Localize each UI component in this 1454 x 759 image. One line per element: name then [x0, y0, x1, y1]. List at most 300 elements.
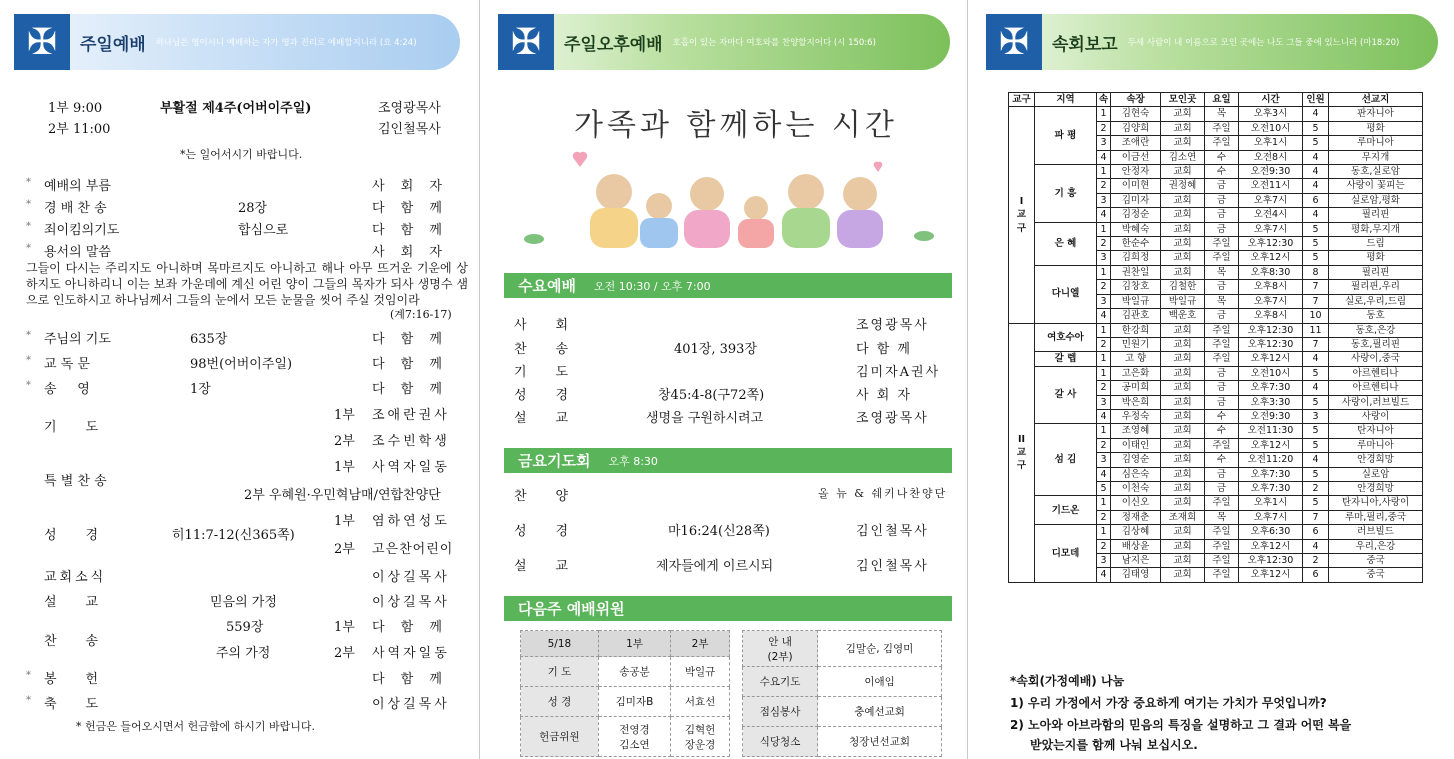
table-cell: 교회	[1161, 237, 1205, 251]
table-cell: 3	[1097, 453, 1111, 467]
table-cell: 필리핀	[1329, 208, 1423, 222]
table-cell: 4	[1097, 208, 1111, 222]
table-cell: 김말순, 김영미	[818, 631, 942, 667]
order-label: 교 독 문	[44, 357, 90, 372]
table-cell: 박혜숙	[1111, 222, 1161, 236]
order-label: 송 영	[44, 382, 90, 397]
news-label: 교회소식	[44, 570, 107, 585]
wed-label: 설 교	[514, 411, 569, 426]
hymn-name-2: 사역자일동	[372, 646, 450, 661]
table-cell: 7	[1303, 294, 1329, 308]
sunday-worship-header	[14, 14, 460, 70]
table-cell: 김창호	[1111, 280, 1161, 294]
order-label: 주님의 기도	[44, 332, 111, 347]
table-cell: 오전9:30	[1239, 409, 1303, 423]
table-cell: 1	[1097, 366, 1111, 380]
table-cell: 2	[1303, 554, 1329, 568]
table-cell: 김혁헌 장운경	[671, 717, 730, 757]
table-cell: 수	[1205, 424, 1239, 438]
table-header: 속장	[1111, 93, 1161, 107]
fri-label: 성 경	[514, 524, 569, 539]
prayer-name-1: 조애란권사	[372, 408, 450, 423]
section-heading: 금요기도회	[518, 452, 591, 470]
table-cell: 4	[1303, 179, 1329, 193]
table-cell: 오후7시	[1239, 222, 1303, 236]
table-cell: 김소연	[1161, 150, 1205, 164]
order-star: *	[26, 380, 31, 391]
table-cell: 식당청소	[743, 727, 818, 757]
table-cell: 교회	[1161, 539, 1205, 553]
table-cell: 수	[1205, 165, 1239, 179]
table-cell: 1	[1097, 165, 1111, 179]
table-cell: 실로암,평화	[1329, 193, 1423, 207]
reader-name-1: 염하연성도	[372, 514, 450, 529]
table-cell: 2	[1097, 179, 1111, 193]
table-cell: 루마니아	[1329, 438, 1423, 452]
table-cell: 오후8:30	[1239, 265, 1303, 279]
table-cell: 교회	[1161, 525, 1205, 539]
table-cell: 4	[1097, 150, 1111, 164]
wed-detail: 401장, 393장	[674, 342, 758, 357]
wed-label: 성 경	[514, 388, 569, 403]
wed-person: 조영광목사	[856, 318, 929, 333]
table-cell: 주일	[1205, 323, 1239, 337]
table-cell: 이미현	[1111, 179, 1161, 193]
table-cell: 오후12시	[1239, 568, 1303, 582]
table-cell: 고 향	[1111, 352, 1161, 366]
table-cell: 무지개	[1329, 150, 1423, 164]
table-cell: 교회	[1161, 481, 1205, 495]
order-person: 다 함 께	[372, 201, 448, 216]
table-cell: 김양희	[1111, 121, 1161, 135]
table-cell: 4	[1303, 352, 1329, 366]
wed-person: 다 함 께	[856, 342, 912, 357]
table-cell: 4	[1097, 568, 1111, 582]
scripture-ref: 히11:7-12(신365쪽)	[172, 528, 295, 543]
table-cell: 3	[1097, 395, 1111, 409]
wed-label: 사 회	[514, 318, 569, 333]
methodist-cross-icon: ✠	[498, 14, 554, 70]
blessing-label: 축 도	[44, 697, 99, 712]
table-cell: 금	[1205, 395, 1239, 409]
question-1: 1) 우리 가정에서 가장 중요하게 여기는 가치가 무엇입니까?	[1010, 696, 1327, 710]
table-cell: 1	[1097, 107, 1111, 121]
question-2-cont: 받았는지를 함께 나눠 보십시오.	[1030, 738, 1198, 752]
section-verse: 하나님은 영이시니 예배하는 자가 영과 진리로 예배할지니라 (요 4:24)	[155, 38, 417, 48]
share-title: *속회(가정예배) 나눔	[1010, 674, 1125, 688]
table-cell: 오후8시	[1239, 309, 1303, 323]
table-cell: 오후1시	[1239, 136, 1303, 150]
table-cell: 4	[1303, 381, 1329, 395]
table-cell: 오후7시	[1239, 510, 1303, 524]
region-cell: 여호수아	[1035, 323, 1097, 352]
table-cell: 3	[1097, 136, 1111, 150]
fri-person: 김인철목사	[856, 524, 929, 539]
table-cell: 권찬일	[1111, 265, 1161, 279]
order-person: 다 함 께	[372, 332, 448, 347]
hymn-label: 찬 송	[44, 634, 99, 649]
table-cell: 금	[1205, 381, 1239, 395]
table-cell: 교회	[1161, 395, 1205, 409]
table-cell: 사랑이,러브빌드	[1329, 395, 1423, 409]
reader-name-2: 고은찬어린이	[372, 542, 454, 557]
table-cell: 주일	[1205, 438, 1239, 452]
reader-part-2: 2부	[334, 542, 355, 557]
table-cell: 3	[1303, 409, 1329, 423]
table-cell: 이태인	[1111, 438, 1161, 452]
table-row	[1009, 265, 1423, 279]
table-cell: 5	[1303, 121, 1329, 135]
table-cell: 5	[1303, 237, 1329, 251]
next-week-bar	[504, 596, 952, 621]
order-person: 사 회 자	[372, 179, 448, 194]
table-cell: 5	[1303, 136, 1329, 150]
table-row	[1009, 424, 1423, 438]
table-cell: 교회	[1161, 453, 1205, 467]
table-cell: 교회	[1161, 366, 1205, 380]
table-cell: 5	[1303, 366, 1329, 380]
table-cell: 동호,실로암	[1329, 165, 1423, 179]
table-cell: 4	[1097, 467, 1111, 481]
table-cell: 평화,무지개	[1329, 222, 1423, 236]
news-person: 이상길목사	[372, 570, 450, 585]
service-time-1: 1부 9:00	[48, 101, 103, 116]
section-heading: 수요예배	[518, 277, 576, 295]
table-cell: 아르헨티나	[1329, 366, 1423, 380]
table-cell: 교회	[1161, 467, 1205, 481]
order-detail: 635장	[190, 332, 228, 347]
table-cell: 조재희	[1161, 510, 1205, 524]
table-cell: 오후12:30	[1239, 337, 1303, 351]
table-cell: 충예선교회	[818, 697, 942, 727]
fri-label: 찬 양	[514, 489, 569, 504]
table-cell: 기 도	[521, 657, 599, 687]
hymn-name-1: 다 함 께	[372, 620, 448, 635]
table-cell: 목	[1205, 265, 1239, 279]
table-cell: 한강희	[1111, 323, 1161, 337]
table-cell: 주일	[1205, 352, 1239, 366]
methodist-cross-icon: ✠	[986, 14, 1042, 70]
table-cell: 4	[1303, 539, 1329, 553]
order-person: 다 함 께	[372, 357, 448, 372]
table-cell: 박일규	[671, 657, 730, 687]
table-cell: 교회	[1161, 251, 1205, 265]
sermon-title: 믿음의 가정	[210, 595, 277, 610]
table-cell: 동호,은강	[1329, 323, 1423, 337]
table-cell: 3	[1097, 554, 1111, 568]
table-cell: 주일	[1205, 554, 1239, 568]
offering-note: * 헌금은 들어오시면서 헌금함에 하시기 바랍니다.	[76, 720, 315, 733]
table-cell: 김태영	[1111, 568, 1161, 582]
hymn-part-2: 2부	[334, 646, 355, 661]
table-cell: 오후7:30	[1239, 481, 1303, 495]
table-row	[1009, 107, 1423, 121]
afternoon-worship-column	[484, 0, 968, 759]
table-cell: 7	[1303, 280, 1329, 294]
table-cell: 6	[1303, 568, 1329, 582]
order-label: 예배의 부름	[44, 179, 111, 194]
table-cell: 4	[1303, 165, 1329, 179]
table-cell: 5	[1303, 251, 1329, 265]
table-cell: 드림	[1329, 237, 1423, 251]
table-cell: 금	[1205, 208, 1239, 222]
table-cell: 평화	[1329, 251, 1423, 265]
order-star: *	[26, 199, 31, 210]
table-cell: 2	[1097, 510, 1111, 524]
prayer-label: 기 도	[44, 420, 99, 435]
hymn-part-1: 1부	[334, 620, 355, 635]
table-cell: 김미자B	[598, 687, 670, 717]
table-cell: 오후1시	[1239, 496, 1303, 510]
table-cell: 오후7:30	[1239, 467, 1303, 481]
fri-person: 김인철목사	[856, 559, 929, 574]
table-cell: 필리핀,우리	[1329, 280, 1423, 294]
table-cell: 평화	[1329, 121, 1423, 135]
table-cell: 안정자	[1111, 165, 1161, 179]
table-cell: 판자니아	[1329, 107, 1423, 121]
section-heading: 다음주 예배위원	[518, 600, 625, 618]
table-cell: 4	[1303, 208, 1329, 222]
table-row	[1009, 352, 1423, 366]
next-week-table-right	[742, 630, 942, 757]
table-cell: 1	[1097, 496, 1111, 510]
order-detail: 28장	[238, 201, 268, 216]
table-cell: 수	[1205, 453, 1239, 467]
table-cell: 중국	[1329, 554, 1423, 568]
table-cell: 이신오	[1111, 496, 1161, 510]
stand-note: *는 일어서시기 바랍니다.	[180, 148, 303, 161]
table-cell: 오후12:30	[1239, 323, 1303, 337]
sermon-label: 설 교	[44, 595, 99, 610]
prayer-name-2: 조수빈학생	[372, 434, 450, 449]
table-cell: 사랑이 꽃피는	[1329, 179, 1423, 193]
section-title: 주일오후예배	[564, 34, 663, 55]
table-cell: 박일규	[1161, 294, 1205, 308]
table-cell: 주일	[1205, 251, 1239, 265]
table-cell: 1	[1097, 352, 1111, 366]
table-cell: 오전11시	[1239, 179, 1303, 193]
table-cell: 교회	[1161, 222, 1205, 236]
hymn-2: 주의 가정	[216, 646, 271, 661]
table-cell: 1	[1097, 424, 1111, 438]
table-cell: 한순수	[1111, 237, 1161, 251]
table-cell: 2	[1097, 121, 1111, 135]
table-cell: 배상윤	[1111, 539, 1161, 553]
table-cell: 김현숙	[1111, 107, 1161, 121]
table-header: 시간	[1239, 93, 1303, 107]
table-cell: 주일	[1205, 568, 1239, 582]
table-header: 1부	[598, 631, 670, 657]
order-person: 다 함 께	[372, 382, 448, 397]
table-cell: 금	[1205, 309, 1239, 323]
table-cell: 5	[1303, 438, 1329, 452]
table-cell: 실로암	[1329, 467, 1423, 481]
table-cell: 교회	[1161, 208, 1205, 222]
order-detail: 1장	[190, 382, 211, 397]
order-person: 다 함 께	[372, 223, 448, 238]
table-cell: 금	[1205, 467, 1239, 481]
table-cell: 오후6:30	[1239, 525, 1303, 539]
table-cell: 청장년선교회	[818, 727, 942, 757]
table-cell: 오후12시	[1239, 539, 1303, 553]
section-time: 오후 8:30	[608, 454, 658, 468]
wed-label: 기 도	[514, 365, 569, 380]
order-detail: 합심으로	[238, 223, 289, 238]
table-cell: 박은희	[1111, 395, 1161, 409]
table-cell: 탄자니아,사랑이	[1329, 496, 1423, 510]
section-verse: 두세 사람이 내 이름으로 모인 곳에는 나도 그들 중에 있느니라 (마18:20)	[1127, 38, 1400, 48]
table-cell: 2	[1097, 337, 1111, 351]
order-star: *	[26, 695, 31, 706]
fri-person: 올 뉴 & 쉐키나찬양단	[818, 487, 948, 500]
table-cell: 정재춘	[1111, 510, 1161, 524]
offering-label: 봉 헌	[44, 672, 99, 687]
table-cell: 사랑이,중국	[1329, 352, 1423, 366]
table-cell: 5	[1303, 222, 1329, 236]
table-cell: 4	[1303, 150, 1329, 164]
table-cell: 안경희망	[1329, 453, 1423, 467]
table-cell: 3	[1097, 193, 1111, 207]
order-detail: 98번(어버이주일)	[190, 357, 293, 372]
order-person: 사 회 자	[372, 245, 448, 260]
order-star: *	[26, 243, 31, 254]
table-cell: 안경희망	[1329, 481, 1423, 495]
table-cell: 교회	[1161, 496, 1205, 510]
table-cell: 교회	[1161, 136, 1205, 150]
table-cell: 목	[1205, 510, 1239, 524]
table-cell: 주일	[1205, 237, 1239, 251]
table-cell: 동호,필리핀	[1329, 337, 1423, 351]
table-cell: 금	[1205, 222, 1239, 236]
table-cell: 5	[1303, 496, 1329, 510]
table-cell: 우정숙	[1111, 409, 1161, 423]
table-cell: 수	[1205, 150, 1239, 164]
table-cell: 2	[1097, 280, 1111, 294]
table-cell: 오후7시	[1239, 294, 1303, 308]
table-cell: 1	[1097, 323, 1111, 337]
table-cell: 성 경	[521, 687, 599, 717]
table-cell: 중국	[1329, 568, 1423, 582]
order-label: 죄이킴의기도	[44, 223, 120, 238]
sunday-worship-column	[0, 0, 480, 759]
table-cell: 김관호	[1111, 309, 1161, 323]
table-cell: 2	[1097, 438, 1111, 452]
pardon-text: 그들이 다시는 주리지도 아니하며 목마르지도 아니하고 해나 아무 뜨거운 기운에 상하지도 아니하리니 이는 보좌 가운데에 계신 어린 양이 그들의 목자가 되사 생명수 샘으로 인도하시고 하나님께서 그들의 눈에서 모든 눈물을 씻어 주실 것임이라	[26, 261, 468, 307]
table-cell: 교회	[1161, 381, 1205, 395]
wed-person: 김미자A권사	[856, 365, 941, 380]
table-row	[1009, 366, 1423, 380]
table-row	[1009, 496, 1423, 510]
order-label: 용서의 말씀	[44, 245, 111, 260]
table-cell: 오후12시	[1239, 438, 1303, 452]
table-cell: 7	[1303, 510, 1329, 524]
table-cell: 이금선	[1111, 150, 1161, 164]
table-cell: 3	[1097, 251, 1111, 265]
table-cell: 1	[1097, 525, 1111, 539]
district-cell: I 교 구	[1009, 107, 1035, 323]
table-cell: 교회	[1161, 409, 1205, 423]
table-cell: 오후12:30	[1239, 237, 1303, 251]
special-label: 특 별 찬 송	[44, 474, 107, 489]
district-cell: II 교 구	[1009, 323, 1035, 582]
table-header: 지역	[1035, 93, 1097, 107]
table-cell: 주일	[1205, 121, 1239, 135]
table-cell: 이애임	[818, 667, 942, 697]
table-cell: 동호	[1329, 309, 1423, 323]
fri-label: 설 교	[514, 559, 569, 574]
table-cell: 필리핀	[1329, 265, 1423, 279]
scripture-label: 성 경	[44, 528, 99, 543]
table-cell: 공미희	[1111, 381, 1161, 395]
table-cell: 목	[1205, 107, 1239, 121]
table-cell: 주일	[1205, 337, 1239, 351]
family-illustration	[514, 144, 944, 254]
table-cell: 우리,은강	[1329, 539, 1423, 553]
wed-detail: 생명을 구원하시려고	[646, 411, 764, 426]
table-cell: 김철한	[1161, 280, 1205, 294]
table-cell: 오후8시	[1239, 280, 1303, 294]
table-cell: 교회	[1161, 352, 1205, 366]
order-star: *	[26, 177, 31, 188]
region-cell: 은 혜	[1035, 222, 1097, 265]
region-cell: 파 평	[1035, 107, 1097, 165]
table-header: 속	[1097, 93, 1111, 107]
table-cell: 4	[1097, 409, 1111, 423]
table-row	[1009, 222, 1423, 236]
table-cell: 주일	[1205, 539, 1239, 553]
hymn-1: 559장	[226, 620, 264, 635]
table-cell: 주일	[1205, 496, 1239, 510]
cell-report-column	[972, 0, 1454, 759]
family-banner	[514, 82, 944, 254]
table-header: 선교지	[1329, 93, 1423, 107]
table-cell: 금	[1205, 280, 1239, 294]
table-cell: 금	[1205, 366, 1239, 380]
table-cell: 교회	[1161, 323, 1205, 337]
table-cell: 백운호	[1161, 309, 1205, 323]
region-cell: 섬 김	[1035, 424, 1097, 496]
cell-report-header	[986, 14, 1438, 70]
table-cell: 점심봉사	[743, 697, 818, 727]
wed-person: 조영광목사	[856, 411, 929, 426]
table-cell: 금	[1205, 193, 1239, 207]
table-cell: 6	[1303, 193, 1329, 207]
fri-detail: 제자들에게 이르시되	[656, 559, 774, 574]
occasion: 부활절 제4주(어버이주일)	[160, 101, 312, 116]
table-cell: 오전11:20	[1239, 453, 1303, 467]
table-header: 인원	[1303, 93, 1329, 107]
table-cell: 주일	[1205, 525, 1239, 539]
section-time: 오전 10:30 / 오후 7:00	[593, 279, 711, 293]
table-cell: 남지은	[1111, 554, 1161, 568]
table-header: 5/18	[521, 631, 599, 657]
table-cell: 김정순	[1111, 208, 1161, 222]
table-cell: 아르헨티나	[1329, 381, 1423, 395]
table-cell: 5	[1097, 481, 1111, 495]
table-cell: 3	[1097, 294, 1111, 308]
question-2: 2) 노아와 아브라함의 믿음의 특징을 설명하고 그 결과 어떤 복을	[1010, 718, 1352, 732]
service-time-2: 2부 11:00	[48, 122, 111, 137]
fri-detail: 마16:24(신28쪽)	[668, 524, 770, 539]
wednesday-worship-bar	[504, 273, 952, 298]
table-cell: 교회	[1161, 165, 1205, 179]
table-cell: 사랑이	[1329, 409, 1423, 423]
table-cell: 조영혜	[1111, 424, 1161, 438]
table-cell: 오후7시	[1239, 193, 1303, 207]
prayer-part-1: 1부	[334, 408, 355, 423]
region-cell: 기 흥	[1035, 165, 1097, 223]
table-cell: 교회	[1161, 121, 1205, 135]
